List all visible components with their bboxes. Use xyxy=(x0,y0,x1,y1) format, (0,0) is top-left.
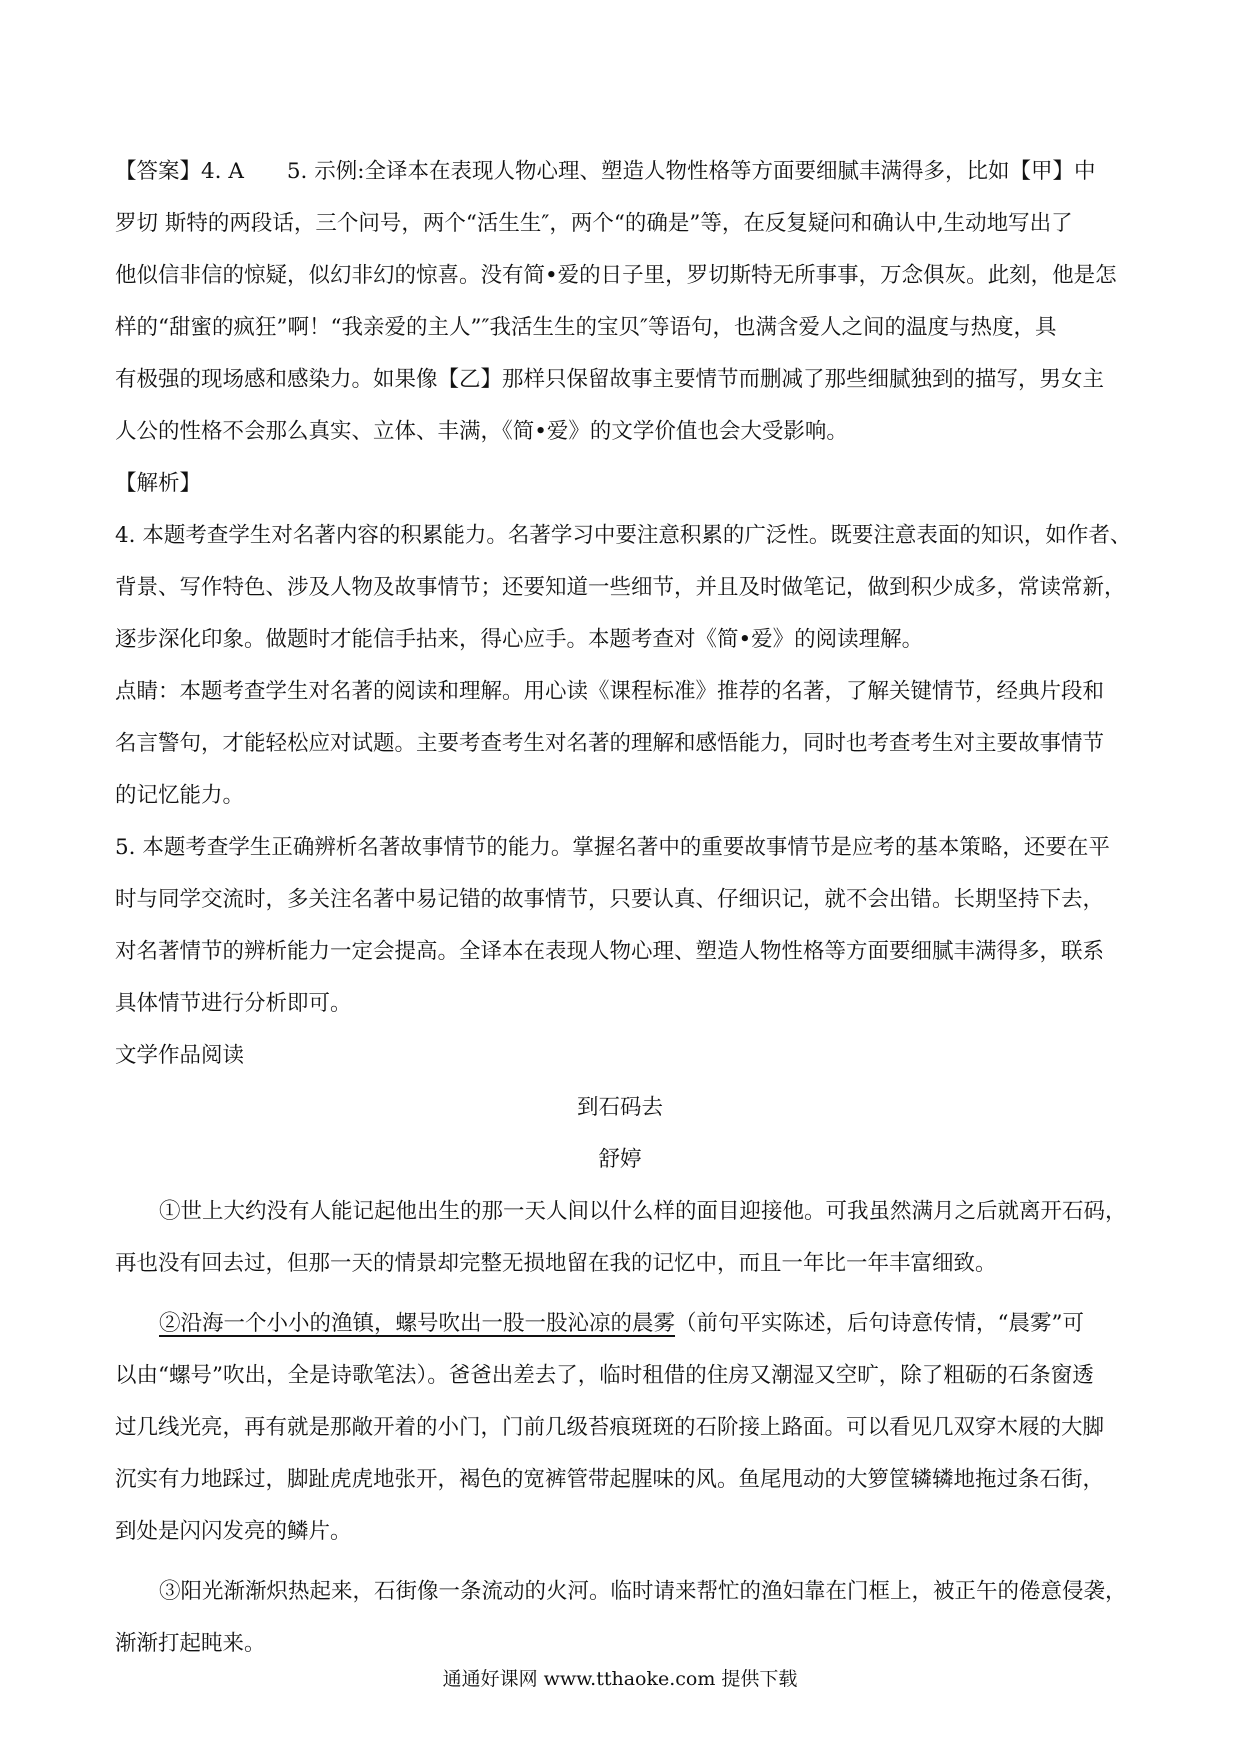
document-body xyxy=(115,146,1132,1670)
analysis-q5-line: 5. 本题考查学生正确辨析名著故事情节的能力。掌握名著中的重要故事情节是应考的基本策略，还要在平 xyxy=(115,835,1110,860)
answer-block xyxy=(115,146,1125,458)
essay-line: ③阳光渐渐炽热起来，石街像一条流动的火河。临时请来帮忙的渔妇靠在门框上，被正午的倦意侵袭， xyxy=(159,1579,1127,1604)
analysis-tip-line: 点睛：本题考查学生对名著的阅读和理解。用心读《课程标准》推荐的名著，了解关键情节，经典片段和 xyxy=(115,679,1105,704)
essay-author: 舒婷 xyxy=(598,1147,642,1172)
essay-line: 以由“螺号”吹出，全是诗歌笔法）。爸爸出差去了，临时租借的住房又潮湿又空旷，除了粗砺的石条窗透 xyxy=(115,1363,1094,1388)
essay-line: 到处是闪闪发亮的鳞片。 xyxy=(115,1519,352,1544)
essay-line: 再也没有回去过，但那一天的情景却完整无损地留在我的记忆中，而且一年比一年丰富细致。 xyxy=(115,1251,997,1276)
underlined-sentence: ②沿海一个小小的渔镇，螺号吹出一股一股沁凉的晨雾 xyxy=(159,1311,676,1336)
answer-line: 有极强的现场感和感染力。如果像【乙】那样只保留故事主要情节而删减了那些细腻独到的描写，男女主 xyxy=(115,367,1105,392)
analysis-block xyxy=(115,458,1132,1030)
section-heading: 文学作品阅读 xyxy=(115,1043,245,1068)
essay-paragraph-2 xyxy=(115,1298,1125,1558)
essay-paragraph-1 xyxy=(115,1186,1125,1290)
essay-line: 过几线光亮，再有就是那敞开着的小门，门前几级苔痕斑斑的石阶接上路面。可以看见几双穿木屐的大脚 xyxy=(115,1415,1105,1440)
answer-line: 样的“甜蜜的疯狂”啊！“我亲爱的主人”″我活生生的宝贝″等语句，也满含爱人之间的温度与热度，具 xyxy=(115,315,1057,340)
page-footer: 通通好课网 www.tthaoke.com 提供下载 xyxy=(442,1668,798,1690)
answer-line: 人公的性格不会那么真实、立体、丰满，《简•爱》的文学价值也会大受影响。 xyxy=(115,419,848,444)
analysis-q4-line: 4. 本题考查学生对名著内容的积累能力。名著学习中要注意积累的广泛性。既要注意表面的知识，如作者、 xyxy=(115,523,1132,548)
answer-line: 【答案】4. A 5. 示例:全译本在表现人物心理、塑造人物性格等方面要细腻丰满得多，比如【甲】中 xyxy=(115,159,1096,184)
essay-line: 沉实有力地踩过，脚趾虎虎地张开，褐色的宽裤管带起腥味的风。鱼尾甩动的大箩筐辚辚地拖过条石街， xyxy=(115,1467,1105,1492)
answer-line: 罗切 斯特的两段话，三个问号，两个“活生生″，两个“的确是”等，在反复疑问和确认中,生动地写出了 xyxy=(115,211,1073,236)
essay-paragraph-3 xyxy=(115,1566,1125,1670)
essay-line: 渐渐打起盹来。 xyxy=(115,1631,266,1656)
analysis-tip-line: 名言警句，才能轻松应对试题。主要考查考生对名著的理解和感悟能力，同时也考查考生对主要故事情节 xyxy=(115,731,1105,756)
analysis-q5-line: 时与同学交流时，多关注名著中易记错的故事情节，只要认真、仔细识记，就不会出错。长期坚持下去， xyxy=(115,887,1105,912)
essay-line: ①世上大约没有人能记起他出生的那一天人间以什么样的面目迎接他。可我虽然满月之后就离开石码， xyxy=(159,1199,1127,1224)
analysis-q4-line: 背景、写作特色、涉及人物及故事情节；还要知道一些细节，并且及时做笔记，做到积少成多，常读常新， xyxy=(115,575,1126,600)
analysis-heading: 【解析】 xyxy=(115,471,202,496)
analysis-q5-line: 具体情节进行分析即可。 xyxy=(115,991,352,1016)
annotation-text: （前句平实陈述，后句诗意传情，“晨雾”可 xyxy=(675,1311,1085,1336)
essay-title: 到石码去 xyxy=(576,1095,663,1120)
essay-line xyxy=(115,1298,1125,1350)
analysis-q4-line: 逐步深化印象。做题时才能信手拈来，得心应手。本题考查对《简•爱》的阅读理解。 xyxy=(115,627,924,652)
answer-line: 他似信非信的惊疑，似幻非幻的惊喜。没有简•爱的日子里，罗切斯特无所事事，万念俱灰。此刻，他是怎 xyxy=(115,263,1117,288)
analysis-q5-line: 对名著情节的辨析能力一定会提高。全译本在表现人物心理、塑造人物性格等方面要细腻丰满得多，联系 xyxy=(115,939,1105,964)
analysis-tip-line: 的记忆能力。 xyxy=(115,783,245,808)
